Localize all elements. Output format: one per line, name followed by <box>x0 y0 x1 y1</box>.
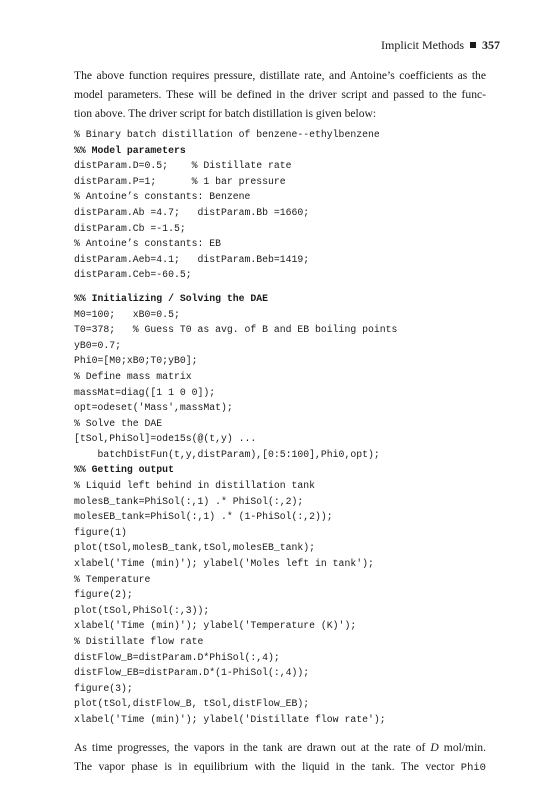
code-line <box>74 283 494 291</box>
code-line: %% Getting output <box>74 464 174 476</box>
code-line: batchDistFun(t,y,distParam),[0:5:100],Phi0,opt); <box>74 448 380 460</box>
code-line: opt=odeset('Mass',massMat); <box>74 402 233 414</box>
code-line: yB0=0.7; <box>74 339 122 351</box>
code-line: distFlow_EB=distParam.D*(1-PhiSol(:,4)); <box>74 667 310 679</box>
code-line: molesB_tank=PhiSol(:,1) .* PhiSol(:,2); <box>74 495 304 507</box>
intro-line: tion above. The driver script for batch distillation is given below: <box>74 107 377 120</box>
code-line: distParam.D=0.5; % Distillate rate <box>74 160 292 172</box>
code-listing <box>74 127 494 728</box>
code-line: plot(tSol,distFlow_B, tSol,distFlow_EB); <box>74 698 310 710</box>
code-line: [tSol,PhiSol]=ode15s(@(t,y) ... <box>74 433 257 445</box>
code-line: %% Model parameters <box>74 144 186 156</box>
square-separator-icon <box>470 42 476 48</box>
intro-line: model parameters. These will be defined in the driver script and passed to the func- <box>74 88 486 101</box>
code-line: plot(tSol,molesB_tank,tSol,molesEB_tank); <box>74 542 316 554</box>
variable-d: D <box>430 741 439 754</box>
code-line: % Antoine’s constants: Benzene <box>74 191 251 203</box>
code-line: distParam.P=1; % 1 bar pressure <box>74 175 286 187</box>
intro-paragraph <box>74 66 486 123</box>
code-line: % Define mass matrix <box>74 370 192 382</box>
outro-paragraph <box>74 738 486 778</box>
running-header <box>381 38 500 53</box>
outro-line <box>74 738 486 757</box>
code-line: xlabel('Time (min)'); ylabel('Temperature (K)'); <box>74 620 357 632</box>
code-line: %% Initializing / Solving the DAE <box>74 292 269 304</box>
code-line: figure(1) <box>74 526 127 538</box>
intro-line: The above function requires pressure, distillate rate, and Antoine’s coefficients as the <box>74 69 486 82</box>
page-number: 357 <box>482 38 500 52</box>
code-line: distFlow_B=distParam.D*PhiSol(:,4); <box>74 651 280 663</box>
outro-text: The vapor phase is in equilibrium with the liquid in the tank. The vector <box>74 760 461 773</box>
code-line: figure(2); <box>74 589 133 601</box>
code-line: % Temperature <box>74 573 151 585</box>
outro-text: mol/min. <box>438 741 486 754</box>
code-line: plot(tSol,PhiSol(:,3)); <box>74 604 210 616</box>
code-line: % Solve the DAE <box>74 417 163 429</box>
code-line: xlabel('Time (min)'); ylabel('Moles left in tank'); <box>74 558 374 570</box>
code-line: distParam.Ceb=-60.5; <box>74 269 192 281</box>
outro-text: As time progresses, the vapors in the tank are drawn out at the rate of <box>74 741 431 754</box>
code-line: massMat=diag([1 1 0 0]); <box>74 386 216 398</box>
code-line: xlabel('Time (min)'); ylabel('Distillate flow rate'); <box>74 713 386 725</box>
code-line: T0=378; % Guess T0 as avg. of B and EB boiling points <box>74 324 398 336</box>
code-line: % Antoine’s constants: EB <box>74 238 221 250</box>
code-line: figure(3); <box>74 682 133 694</box>
code-line: M0=100; xB0=0.5; <box>74 308 180 320</box>
code-line: % Distillate flow rate <box>74 636 204 647</box>
code-line: molesEB_tank=PhiSol(:,1) .* (1-PhiSol(:,2)); <box>74 511 333 523</box>
code-line: distParam.Cb =-1.5; <box>74 222 186 234</box>
code-line: distParam.Ab =4.7; distParam.Bb =1660; <box>74 206 310 218</box>
inline-code-phi0: Phi0 <box>460 762 486 774</box>
code-line: distParam.Aeb=4.1; distParam.Beb=1419; <box>74 253 310 265</box>
chapter-title: Implicit Methods <box>381 38 464 52</box>
code-line: Phi0=[M0;xB0;T0;yB0]; <box>74 355 198 367</box>
code-line: % Binary batch distillation of benzene--ethylbenzene <box>74 129 380 140</box>
code-line: % Liquid left behind in distillation tank <box>74 480 316 492</box>
outro-line <box>74 757 486 778</box>
